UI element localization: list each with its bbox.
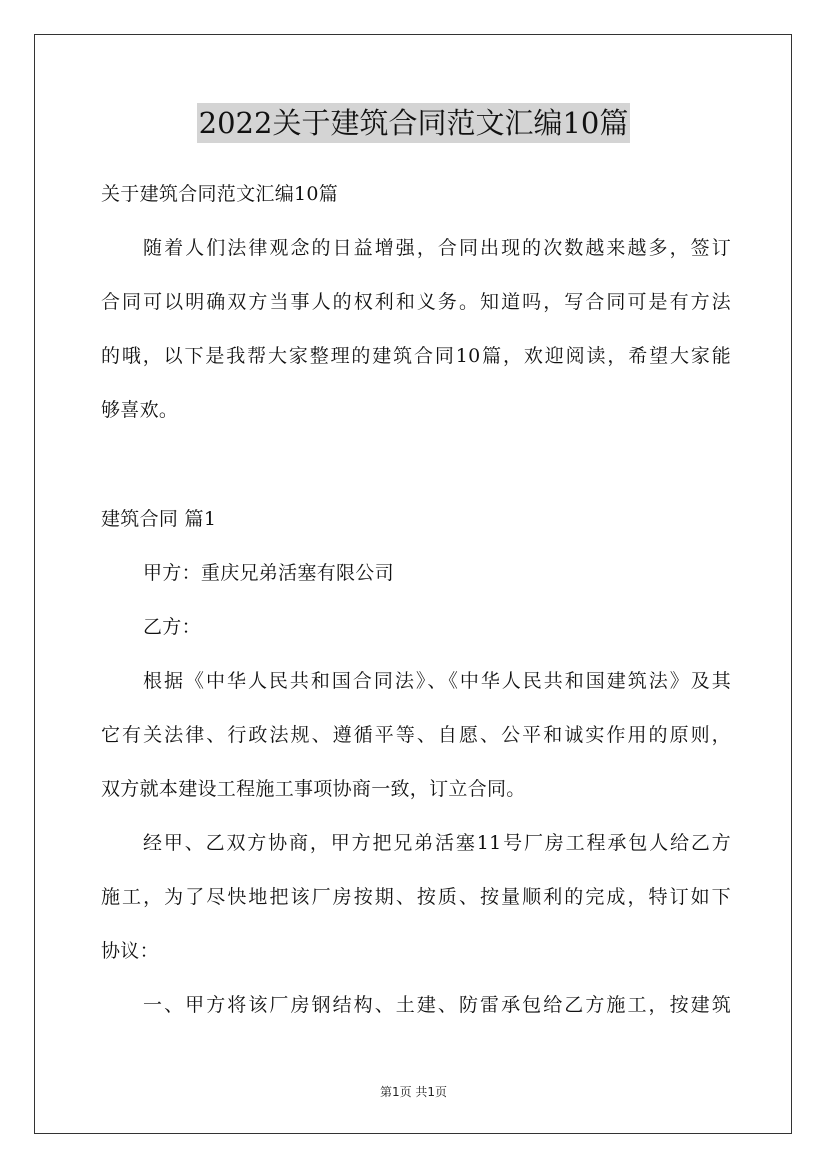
- page-footer: 第1页 共1页: [379, 1085, 448, 1099]
- party-b: 乙方：: [143, 616, 201, 638]
- basis-line-3: 双方就本建设工程施工事项协商一致，订立合同。: [101, 778, 526, 800]
- party-a: 甲方：重庆兄弟活塞有限公司: [143, 562, 394, 584]
- basis-line-1: 根据《中华人民共和国合同法》、《中华人民共和国建筑法》及其: [143, 670, 731, 692]
- intro-line-3: 的哦，以下是我帮大家整理的建筑合同10篇，欢迎阅读，希望大家能: [101, 345, 731, 367]
- agreement-line-2: 施工，为了尽快地把该厂房按期、按质、按量顺利的完成，特订如下: [101, 886, 731, 908]
- document-title: 2022关于建筑合同范文汇编10篇: [197, 103, 631, 143]
- document-subtitle: 关于建筑合同范文汇编10篇: [101, 183, 339, 205]
- agreement-line-1: 经甲、乙双方协商，甲方把兄弟活塞11号厂房工程承包人给乙方: [143, 832, 731, 854]
- intro-line-2: 合同可以明确双方当事人的权利和义务。知道吗，写合同可是有方法: [101, 291, 731, 313]
- intro-line-1: 随着人们法律观念的日益增强，合同出现的次数越来越多，签订: [143, 237, 731, 259]
- section-heading: 建筑合同 篇1: [101, 508, 217, 530]
- title-container: [0, 103, 827, 143]
- basis-line-2: 它有关法律、行政法规、遵循平等、自愿、公平和诚实作用的原则，: [101, 724, 731, 746]
- clause-one: 一、甲方将该厂房钢结构、土建、防雷承包给乙方施工，按建筑: [143, 994, 731, 1016]
- agreement-line-3: 协议：: [101, 940, 159, 962]
- intro-line-4: 够喜欢。: [101, 399, 179, 421]
